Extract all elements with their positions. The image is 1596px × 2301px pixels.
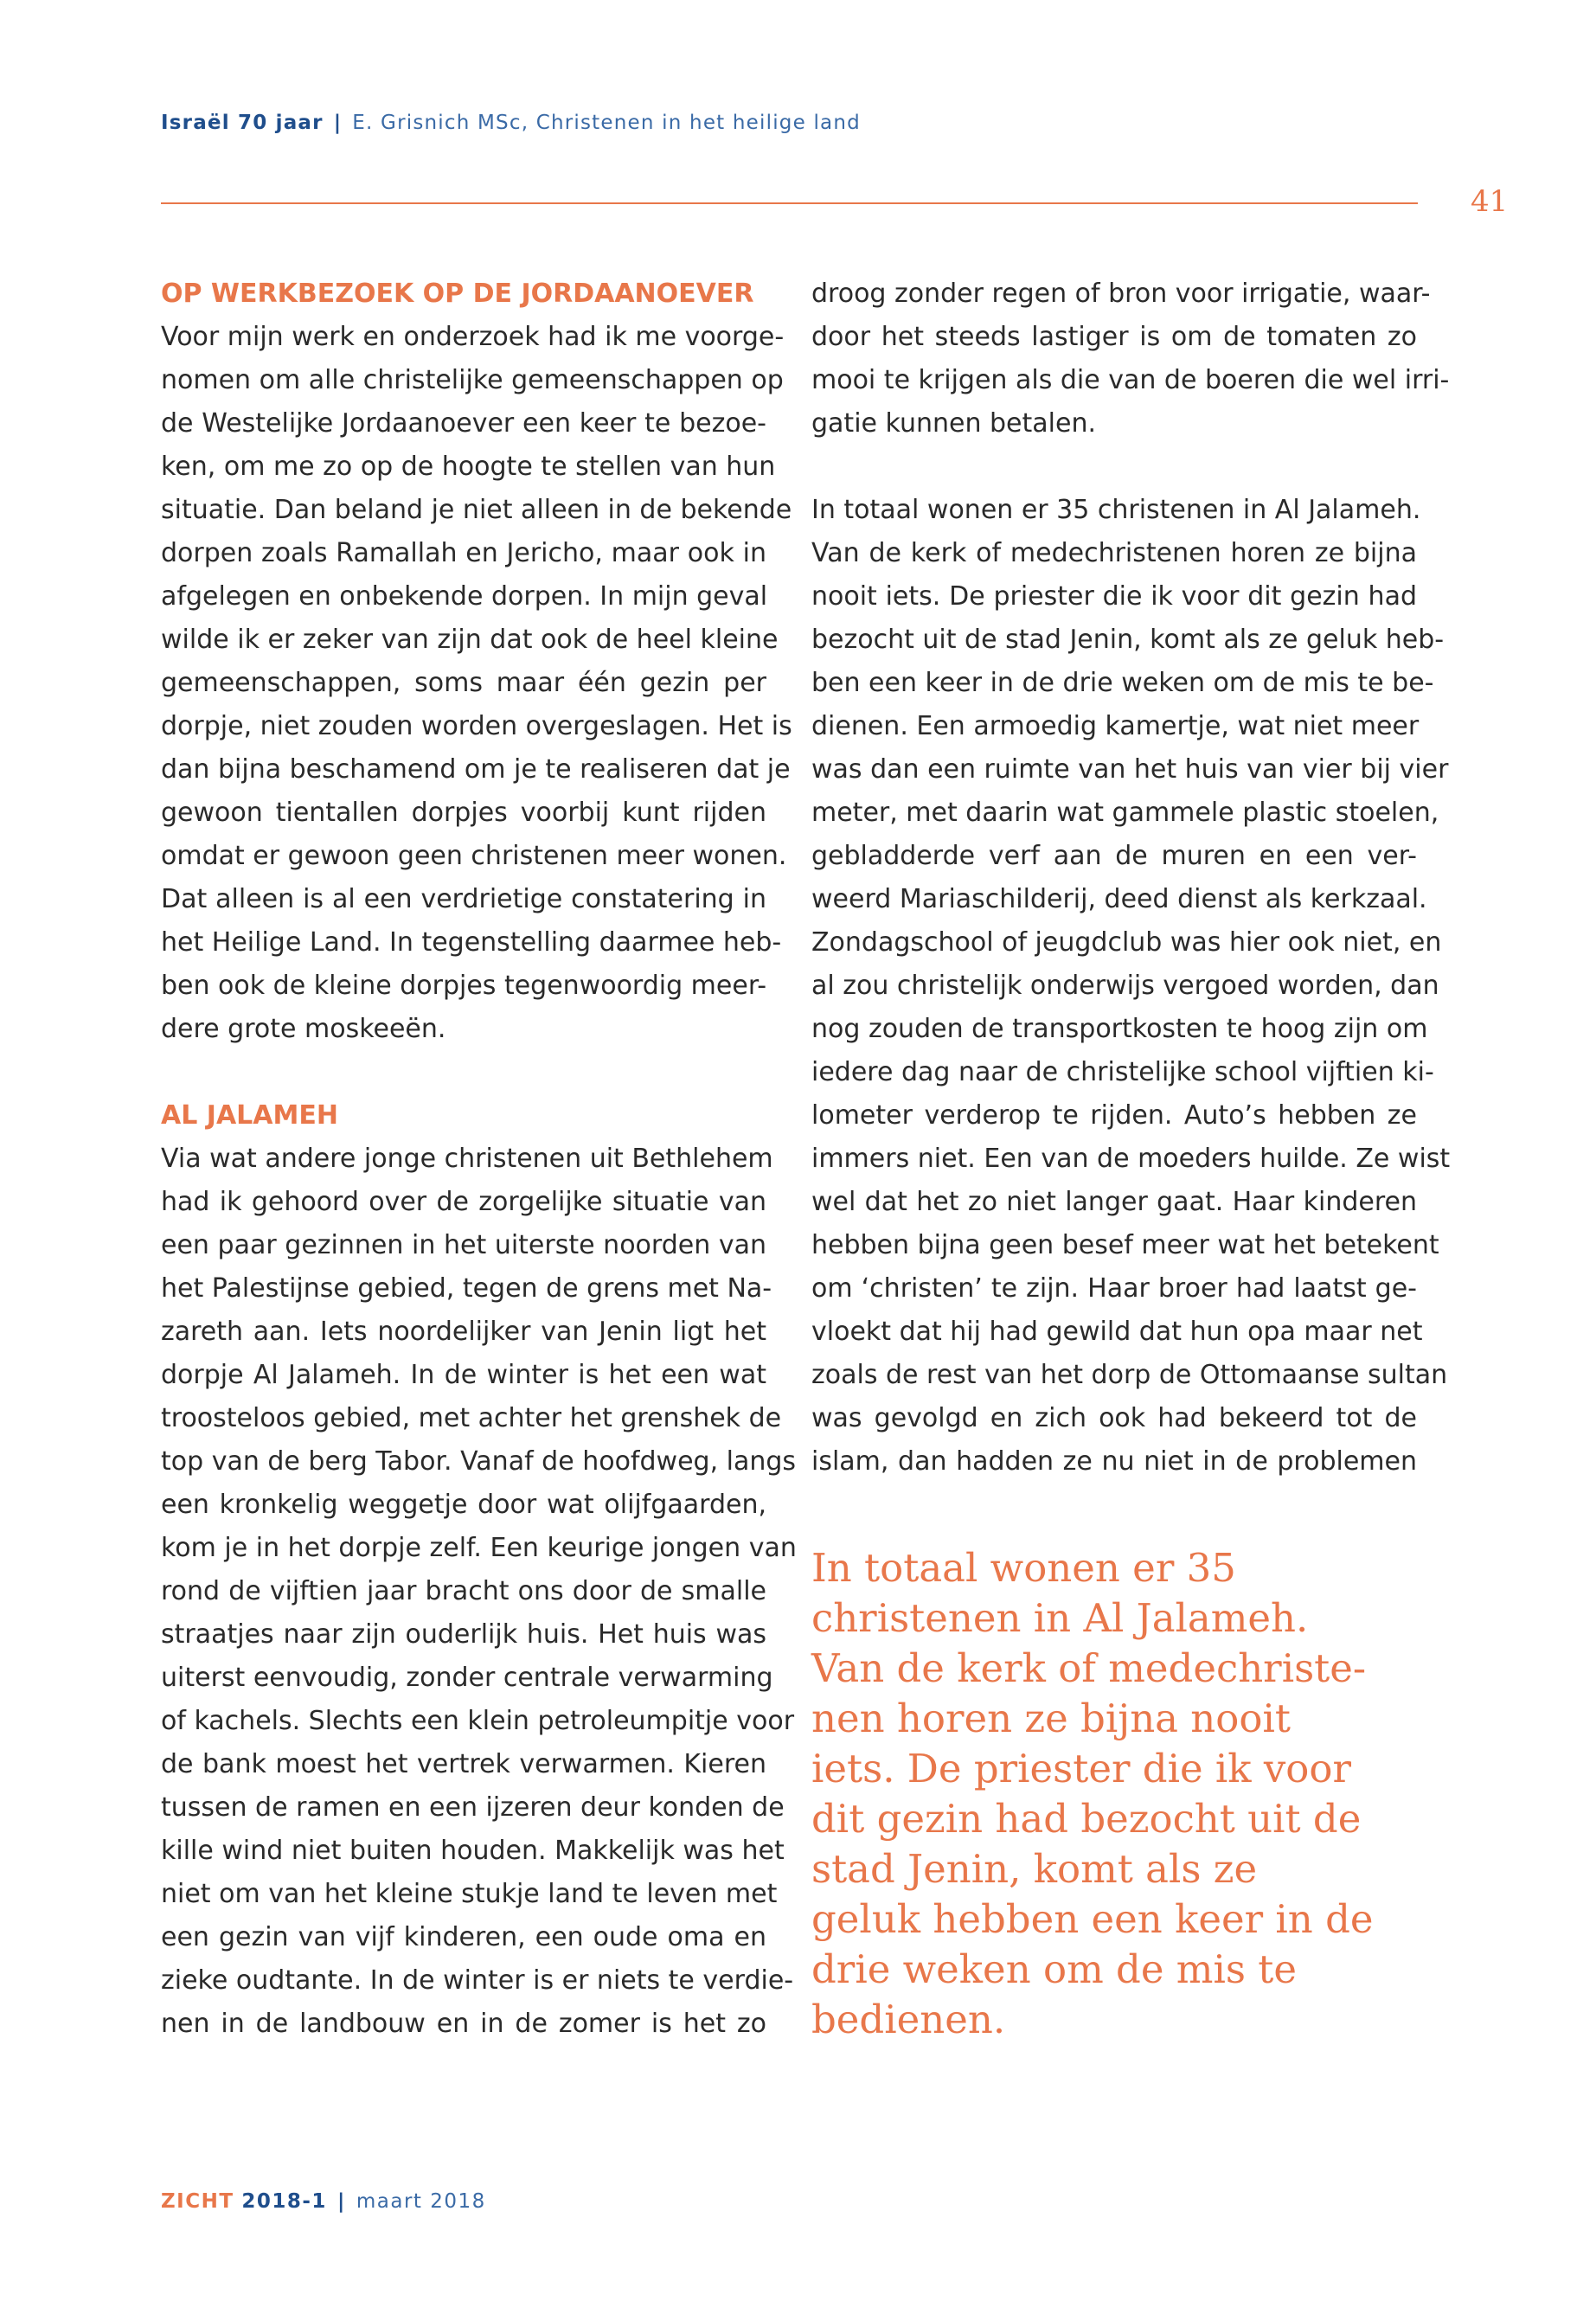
footer-brand: ZICHT (161, 2190, 234, 2213)
body-line: ben een keer in de drie weken om de mis te be- (811, 668, 1434, 698)
body-line: situatie. Dan beland je niet alleen in de bekende (161, 495, 792, 525)
body-line: het Heilige Land. In tegenstelling daarmee heb- (161, 927, 782, 958)
body-line: top van de berg Tabor. Vanaf de hoofdweg, langs (161, 1446, 797, 1477)
pull-quote (811, 1543, 1434, 2045)
running-footer (161, 2190, 486, 2213)
body-line: islam, dan hadden ze nu niet in de problemen (811, 1446, 1417, 1477)
body-line: het Palestijnse gebied, tegen de grens met Na- (161, 1273, 772, 1304)
body-line: door het steeds lastiger is om de tomaten zo (811, 322, 1417, 352)
body-line: troosteloos gebied, met achter het grenshek de (161, 1403, 782, 1433)
body-line: Dat alleen is al een verdrietige constatering in (161, 884, 766, 914)
body-line: gewoon tientallen dorpjes voorbij kunt rijden (161, 798, 766, 828)
right-column (811, 272, 1451, 1484)
pull-quote-line: drie weken om de mis te (811, 1946, 1297, 1992)
footer-issue: 2018-1 (241, 2190, 327, 2213)
body-line: Voor mijn werk en onderzoek had ik me voorge- (161, 322, 785, 352)
body-line: afgelegen en onbekende dorpen. In mijn geval (161, 581, 768, 612)
body-line: gatie kunnen betalen. (811, 408, 1097, 439)
body-line: een paar gezinnen in het uiterste noorden van (161, 1230, 766, 1260)
body-line: nomen om alle christelijke gemeenschappen op (161, 365, 784, 395)
body-line: dienen. Een armoedig kamertje, wat niet meer (811, 711, 1420, 741)
body-line: omdat er gewoon geen christenen meer wonen. (161, 841, 787, 871)
body-line: al zou christelijk onderwijs vergoed worden, dan (811, 971, 1439, 1001)
footer-separator: | (337, 2190, 346, 2213)
body-line: rond de vijftien jaar bracht ons door de smalle (161, 1576, 766, 1606)
body-line: nen in de landbouw en in de zomer is het zo (161, 2009, 766, 2039)
body-line: gemeenschappen, soms maar één gezin per (161, 668, 766, 698)
body-line: dorpen zoals Ramallah en Jericho, maar ook in (161, 538, 766, 568)
body-line: was dan een ruimte van het huis van vier bij vier (811, 754, 1449, 785)
section-heading-werkbezoek: OP WERKBEZOEK OP DE JORDAANOEVER (161, 279, 754, 309)
pull-quote-line: geluk hebben een keer in de (811, 1896, 1374, 1942)
body-line: niet om van het kleine stukje land te leven met (161, 1879, 778, 1909)
body-line: kille wind niet buiten houden. Makkelijk was het (161, 1836, 785, 1866)
body-line: nog zouden de transportkosten te hoog zijn om (811, 1014, 1428, 1044)
body-line: nooit iets. De priester die ik voor dit gezin had (811, 581, 1417, 612)
body-line: een gezin van vijf kinderen, een oude oma en (161, 1922, 766, 1952)
body-line: straatjes naar zijn ouderlijk huis. Het huis was (161, 1619, 766, 1650)
running-header (161, 112, 861, 134)
body-line: Via wat andere jonge christenen uit Bethlehem (161, 1144, 773, 1174)
section-heading-al-jalameh: AL JALAMEH (161, 1100, 338, 1131)
body-line: wel dat het zo niet langer gaat. Haar kinderen (811, 1187, 1417, 1217)
pull-quote-line: nen horen ze bijna nooit (811, 1695, 1291, 1741)
body-line: een kronkelig weggetje door wat olijfgaarden, (161, 1490, 766, 1520)
body-line: wilde ik er zeker van zijn dat ook de heel kleine (161, 625, 779, 655)
pull-quote-line: iets. De priester die ik voor (811, 1746, 1352, 1791)
header-section-title: Israël 70 jaar (161, 112, 324, 134)
body-line: iedere dag naar de christelijke school vijftien ki- (811, 1057, 1434, 1087)
body-line: de Westelijke Jordaanoever een keer te bezoe- (161, 408, 766, 439)
body-line: gebladderde verf aan de muren en een ver- (811, 841, 1417, 871)
body-line: droog zonder regen of bron voor irrigatie, waar- (811, 279, 1431, 309)
body-line: dorpje, niet zouden worden overgeslagen. Het is (161, 711, 792, 741)
body-line: Van de kerk of medechristenen horen ze bijna (811, 538, 1417, 568)
body-line: mooi te krijgen als die van de boeren die wel irri- (811, 365, 1450, 395)
body-line: weerd Mariaschilderij, deed dienst als kerkzaal. (811, 884, 1427, 914)
body-line: tussen de ramen en een ijzeren deur konden de (161, 1792, 785, 1823)
header-subtitle: E. Grisnich MSc, Christenen in het heilige land (352, 112, 861, 134)
body-line: vloekt dat hij had gewild dat hun opa maar net (811, 1317, 1423, 1347)
body-line: de bank moest het vertrek verwarmen. Kieren (161, 1749, 766, 1779)
paragraph-gap (161, 1051, 766, 1094)
body-line: zieke oudtante. In de winter is er niets te verdie- (161, 1965, 794, 1996)
page-number: 41 (1471, 184, 1509, 219)
body-line: hebben bijna geen besef meer wat het betekent (811, 1230, 1439, 1260)
body-line: dere grote moskeeën. (161, 1014, 446, 1044)
body-line: dan bijna beschamend om je te realiseren dat je (161, 754, 791, 785)
body-line: meter, met daarin wat gammele plastic stoelen, (811, 798, 1439, 828)
pull-quote-line: christenen in Al Jalameh. (811, 1595, 1309, 1641)
footer-date: maart 2018 (356, 2190, 486, 2213)
body-line: kom je in het dorpje zelf. Een keurige jongen van (161, 1533, 797, 1563)
pull-quote-line: Van de kerk of medechriste- (811, 1645, 1367, 1691)
pull-quote-line: bedienen. (811, 1997, 1006, 2042)
pull-quote-line: stad Jenin, komt als ze (811, 1846, 1258, 1892)
body-line: lometer verderop te rijden. Auto’s hebben ze (811, 1100, 1417, 1131)
body-line: In totaal wonen er 35 christenen in Al Jalameh. (811, 495, 1421, 525)
body-line: om ‘christen’ te zijn. Haar broer had laatst ge- (811, 1273, 1417, 1304)
pull-quote-line: In totaal wonen er 35 (811, 1545, 1236, 1591)
paragraph-gap (811, 445, 1417, 489)
body-line: bezocht uit de stad Jenin, komt als ze geluk heb- (811, 625, 1445, 655)
pull-quote-line: dit gezin had bezocht uit de (811, 1796, 1362, 1842)
body-line: ben ook de kleine dorpjes tegenwoordig meer- (161, 971, 767, 1001)
body-line: of kachels. Slechts een klein petroleumpitje voor (161, 1706, 795, 1736)
body-line: uiterst eenvoudig, zonder centrale verwarming (161, 1663, 773, 1693)
body-line: zoals de rest van het dorp de Ottomaanse sultan (811, 1360, 1448, 1390)
body-line: dorpje Al Jalameh. In de winter is het een wat (161, 1360, 766, 1390)
left-column (161, 272, 797, 2046)
body-line: was gevolgd en zich ook had bekeerd tot de (811, 1403, 1417, 1433)
header-rule (161, 202, 1418, 204)
header-separator: | (333, 112, 343, 134)
body-line: had ik gehoord over de zorgelijke situatie van (161, 1187, 766, 1217)
body-line: immers niet. Een van de moeders huilde. Ze wist (811, 1144, 1451, 1174)
body-line: Zondagschool of jeugdclub was hier ook niet, en (811, 927, 1442, 958)
body-line: zareth aan. Iets noordelijker van Jenin ligt het (161, 1317, 766, 1347)
body-line: ken, om me zo op de hoogte te stellen van hun (161, 452, 776, 482)
